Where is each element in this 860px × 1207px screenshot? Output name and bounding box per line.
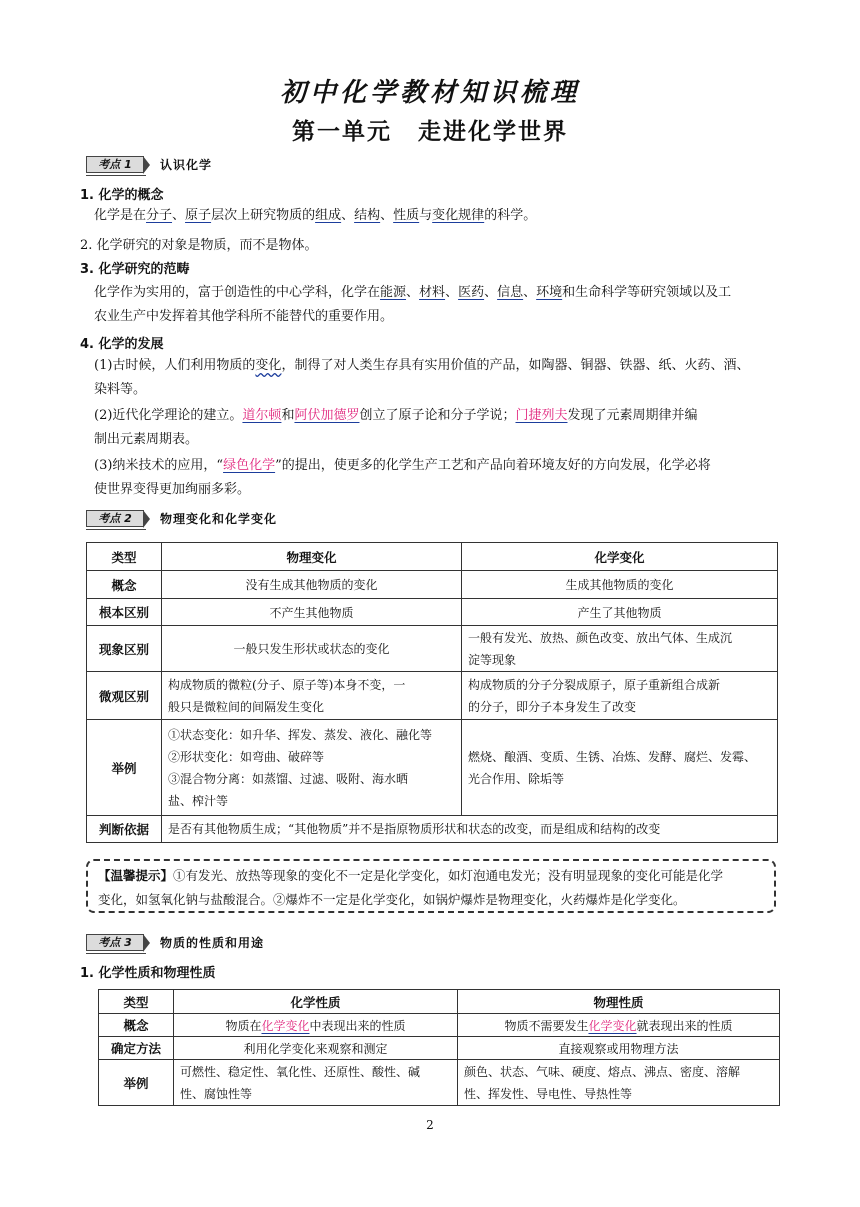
- kp1-title: 认识化学: [160, 157, 213, 172]
- kp1-para-4a: (1)古时候，人们利用物质的变化，制得了对人类生存具有实用价值的产品，如陶器、铜器、铁器、纸、火药、酒、 染料等。: [94, 358, 750, 397]
- table-row: 微观区别 构成物质的微粒(分子、原子等)本身不变，一 般只是微粒间的间隔发生变化 构成物质的分子分裂成原子，原子重新组合成新 的分子，即分子本身发生了改变: [87, 672, 778, 720]
- kp1-para-1: 化学是在分子、原子层次上研究物质的组成、结构、性质与变化规律的科学。: [94, 208, 537, 223]
- tip-line-2: 变化，如氢氧化钠与盐酸混合。②爆炸不一定是化学变化，如锅炉爆炸是物理变化，火药爆炸是化学变化。: [98, 892, 686, 907]
- table-header-row: [99, 990, 780, 1014]
- kp1-tag: 考点 1: [86, 156, 144, 173]
- kp3-heading-1: 1. 化学性质和物理性质: [80, 966, 216, 981]
- table-row: 举例 ①状态变化：如升华、挥发、蒸发、液化、融化等 ②形状变化：如弯曲、破碎等 ③混合物分离：如蒸馏、过滤、吸附、海水晒 盐、榨汁等 燃烧、酿酒、变质、生锈、冶炼、发酵、腐烂、发霉、 光合作用、除垢等: [87, 720, 778, 816]
- kp1-para-4c: (3)纳米技术的应用，“绿色化学”的提出，使更多的化学生产工艺和产品向着环境友好的方向发展，化学必将 使世界变得更加绚丽多彩。: [94, 458, 711, 497]
- table-row: 现象区别 一般只发生形状或状态的变化 一般有发光、放热、颜色改变、放出气体、生成沉 淀等现象: [87, 626, 778, 672]
- tip-box: [86, 859, 776, 913]
- table-row: 根本区别 不产生其他物质 产生了其他物质: [87, 599, 778, 626]
- kp3-header: [86, 931, 264, 953]
- table-row: 概念 物质在化学变化中表现出来的性质 物质不需要发生化学变化就表现出来的性质: [99, 1014, 780, 1037]
- kp2-title: 物理变化和化学变化: [160, 511, 278, 526]
- kp1-underline: [86, 175, 146, 176]
- table-header: 类型: [87, 543, 162, 571]
- unit-title: [0, 113, 860, 146]
- table-header: 物理变化: [162, 543, 462, 571]
- table-row: 举例 可燃性、稳定性、氧化性、还原性、酸性、碱 性、腐蚀性等 颜色、状态、气味、硬度、熔点、沸点、密度、溶解 性、挥发性、导电性、导热性等: [99, 1060, 780, 1106]
- table-row: 确定方法 利用化学变化来观察和测定 直接观察或用物理方法: [99, 1037, 780, 1060]
- kp1-heading-2: 2. 化学研究的对象是物质，而不是物体。: [80, 238, 318, 253]
- unit-label: 第一单元: [292, 118, 392, 145]
- table-header: 类型: [99, 990, 174, 1014]
- kp3-tag: 考点 3: [86, 934, 144, 951]
- kp3-underline: [86, 953, 146, 954]
- kp1-para-4b: (2)近代化学理论的建立。道尔顿和阿伏加德罗创立了原子论和分子学说；门捷列夫发现了元素周期律并编 制出元素周期表。: [94, 408, 698, 447]
- kp2-header: [86, 507, 277, 529]
- tip-line-1: ①有发光、放热等现象的变化不一定是化学变化，如灯泡通电发光；没有明显现象的变化可能是化学: [173, 868, 724, 883]
- table-header-row: [87, 543, 778, 571]
- table-header: 化学变化: [462, 543, 778, 571]
- kp1-para-3: 化学作为实用的，富于创造性的中心学科，化学在能源、材料、医药、信息、环境和生命科学等研究领域以及工 农业生产中发挥着其他学科所不能替代的重要作用。: [94, 285, 732, 324]
- table-header: 物理性质: [458, 990, 780, 1014]
- property-table: [98, 989, 780, 1106]
- kp2-underline: [86, 529, 146, 530]
- kp1-heading-4: 4. 化学的发展: [80, 337, 164, 352]
- kp3-title: 物质的性质和用途: [160, 935, 265, 950]
- kp1-header: [86, 153, 212, 175]
- kp1-heading-3: 3. 化学研究的范畴: [80, 262, 190, 277]
- table-row: 判断依据 是否有其他物质生成；“其他物质”并不是指原物质形状和状态的改变，而是组成和结构的改变: [87, 816, 778, 843]
- tip-label: 【温馨提示】: [98, 868, 174, 883]
- table-header: 化学性质: [174, 990, 458, 1014]
- change-table: [86, 542, 778, 843]
- unit-name: 走进化学世界: [418, 118, 568, 145]
- kp2-tag: 考点 2: [86, 510, 144, 527]
- kp1-heading-1: 1. 化学的概念: [80, 188, 164, 203]
- page-number: 2: [426, 1118, 434, 1132]
- table-row: 概念 没有生成其他物质的变化 生成其他物质的变化: [87, 571, 778, 599]
- page-title: 初中化学教材知识梳理: [279, 78, 580, 108]
